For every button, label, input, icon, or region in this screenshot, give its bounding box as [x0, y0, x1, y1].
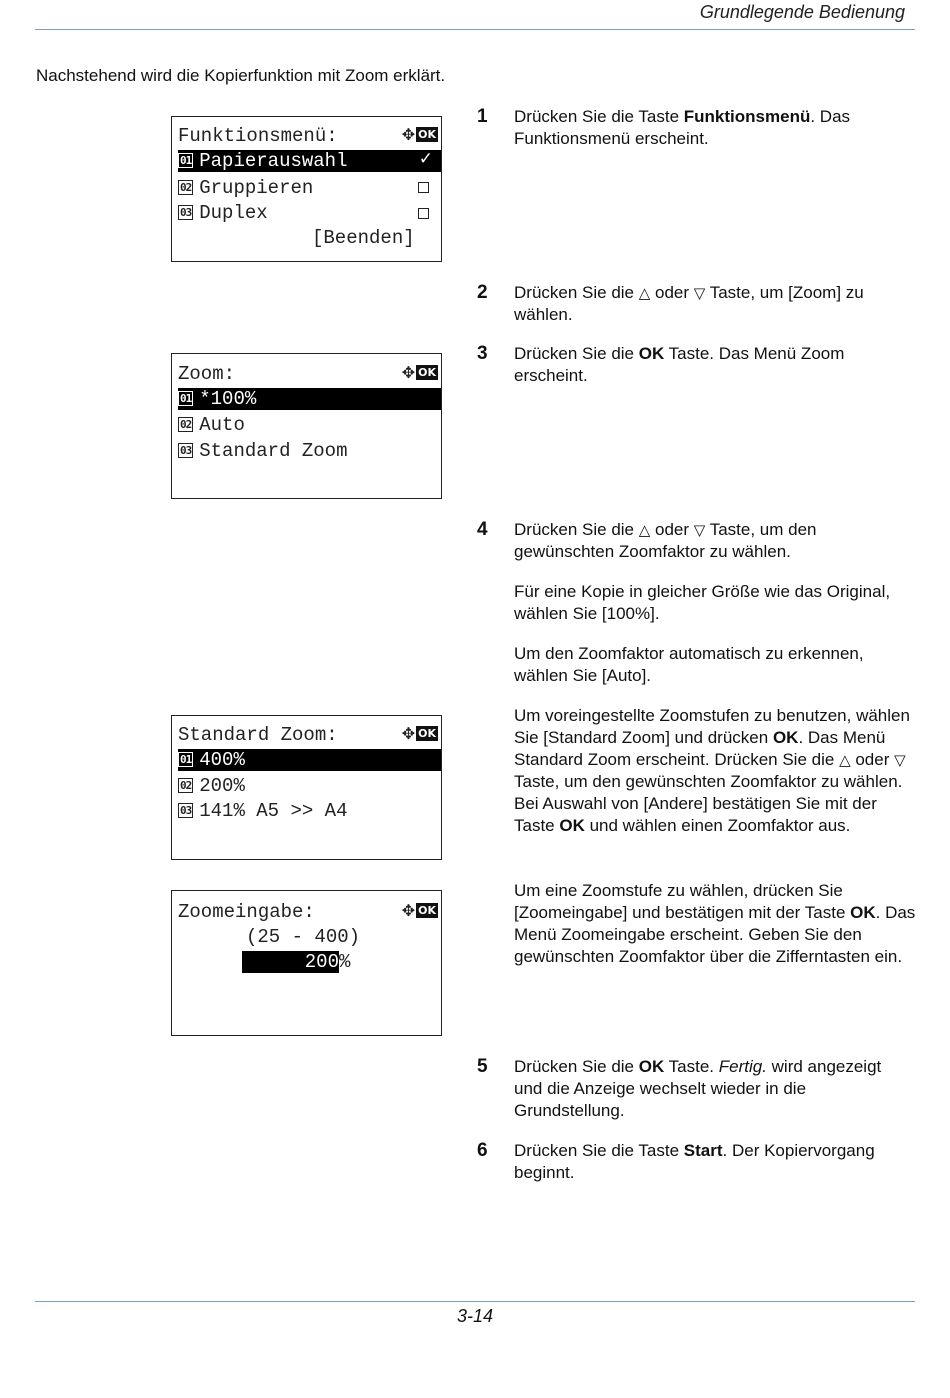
- navigation-arrows-icon: ✥: [401, 724, 416, 743]
- lcd-title: Funktionsmenü:: [178, 125, 338, 147]
- lcd-item: 03 Standard Zoom: [180, 440, 348, 462]
- lcd-title: Standard Zoom:: [178, 724, 338, 746]
- checkmark-icon: ✓: [418, 149, 433, 169]
- lcd-item: 02 200%: [180, 775, 245, 797]
- lcd-item-selected: 01 Papierauswahl: [178, 150, 441, 172]
- step-text: Drücken Sie die OK Taste. Das Menü Zoom erscheint.: [514, 344, 845, 385]
- lcd-title: Zoom:: [178, 363, 236, 385]
- navigation-arrows-icon: ✥: [401, 901, 416, 920]
- ok-key-icon: OK: [418, 366, 436, 379]
- up-triangle-icon: △: [839, 751, 851, 769]
- up-triangle-icon: △: [638, 521, 651, 539]
- step-text: Drücken Sie die OK Taste. Fertig. wird angezeigt und die Anzeige wechselt wieder in die Grundstellung.: [514, 1057, 882, 1120]
- step-4-note-standard-zoom: Um voreingestellte Zoomstufen zu benutzen, wählen Sie [Standard Zoom] und drücken OK. Das Menü Standard Zoom erscheint. Drücken Sie die △ oder ▽ Taste, um den gewünschten Zoomfaktor zu wählen. Bei Auswahl von [Andere] bestätigen Sie mit der Taste OK und wählen einen Zoomfaktor aus.: [514, 706, 910, 835]
- ok-key-icon: OK: [418, 904, 436, 917]
- lcd-zoom-entry: [171, 890, 442, 1036]
- zoom-range: (25 - 400): [246, 926, 361, 948]
- lcd-function-menu: [171, 116, 442, 262]
- checkbox-icon: [418, 208, 429, 219]
- zoom-value-field: 200%: [242, 951, 441, 973]
- header-rule: [35, 29, 915, 30]
- step-4-note-auto: Um den Zoomfaktor automatisch zu erkennen, wählen Sie [Auto].: [514, 644, 864, 685]
- lcd-zoom-menu: [171, 353, 442, 499]
- lcd-item: 02 Gruppieren: [180, 177, 314, 199]
- up-triangle-icon: △: [638, 284, 651, 302]
- ok-key-icon: OK: [418, 128, 436, 141]
- footer-rule: [35, 1301, 915, 1302]
- step-text: Drücken Sie die Taste Funktionsmenü. Das Funktionsmenü erscheint.: [514, 107, 851, 148]
- down-triangle-icon: ▽: [693, 521, 706, 539]
- navigation-arrows-icon: ✥: [401, 125, 416, 144]
- lcd-item: 03 Duplex: [180, 202, 268, 224]
- ok-key-icon: OK: [418, 727, 436, 740]
- checkbox-icon: [418, 182, 429, 193]
- step-4-note-same-size: Für eine Kopie in gleicher Größe wie das Original, wählen Sie [100%].: [514, 582, 891, 623]
- step-text: Drücken Sie die △ oder ▽ Taste, um [Zoom] zu wählen.: [514, 283, 864, 324]
- lcd-title: Zoomeingabe:: [178, 901, 315, 923]
- lcd-standard-zoom-menu: [171, 715, 442, 860]
- down-triangle-icon: ▽: [693, 284, 706, 302]
- lcd-exit: [Beenden]: [312, 227, 415, 249]
- intro-text: Nachstehend wird die Kopierfunktion mit Zoom erklärt.: [36, 66, 446, 85]
- page-number: 3-14: [456, 1306, 494, 1326]
- lcd-item: 03 141% A5 >> A4: [180, 800, 348, 822]
- lcd-item-selected: 01 *100%: [178, 388, 441, 410]
- down-triangle-icon: ▽: [894, 751, 906, 769]
- step-4-note-zoom-entry: Um eine Zoomstufe zu wählen, drücken Sie [Zoomeingabe] und bestätigen mit der Taste OK. Das Menü Zoomeingabe erscheint. Geben Sie den gewünschten Zoomfaktor über die Zifferntasten ein.: [514, 881, 916, 966]
- running-header: Grundlegende Bedienung: [699, 2, 905, 22]
- step-text: Drücken Sie die △ oder ▽ Taste, um den gewünschten Zoomfaktor zu wählen.: [514, 520, 817, 561]
- navigation-arrows-icon: ✥: [401, 363, 416, 382]
- lcd-item: 02 Auto: [180, 414, 245, 436]
- step-text: Drücken Sie die Taste Start. Der Kopiervorgang beginnt.: [514, 1141, 875, 1182]
- lcd-item-selected: 01 400%: [178, 749, 441, 771]
